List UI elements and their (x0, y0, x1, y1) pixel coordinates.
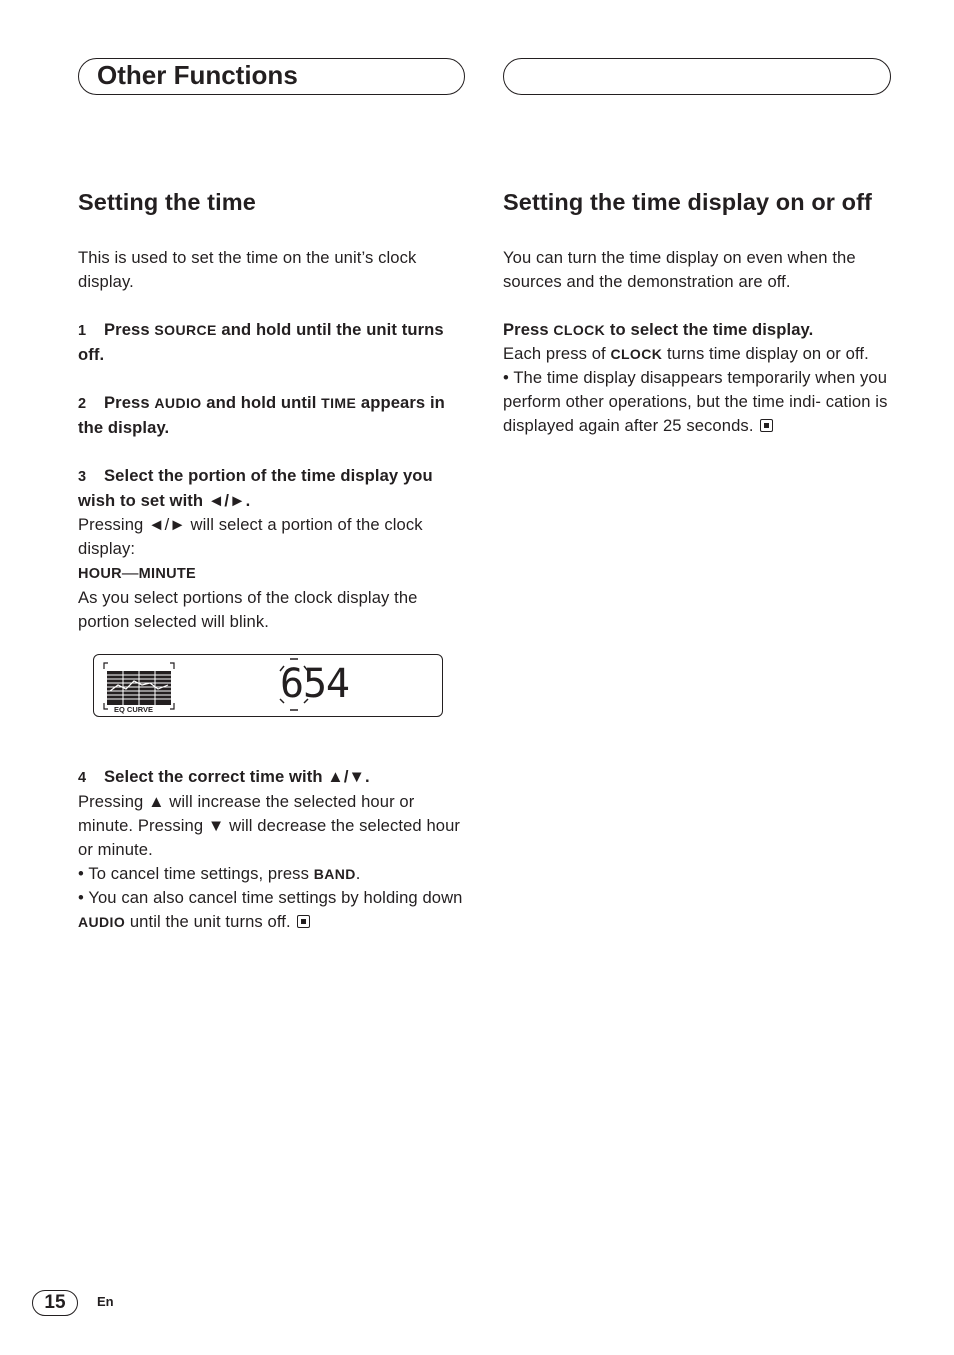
intro-text: You can turn the time display on even when the sources and the demonstration are off. (503, 248, 856, 291)
key-clock: CLOCK (610, 346, 663, 362)
hour-minute-sequence: HOUR—MINUTE (78, 563, 196, 582)
bullet-cancel-band: • To cancel time settings, press BAND. (78, 864, 361, 883)
lcd-display-illustration (93, 654, 443, 717)
step-4-body: Pressing ▲ will increase the selected hour or minute. Pressing ▼ will decrease the selected hour or minute. (78, 792, 461, 859)
key-source: SOURCE (154, 322, 217, 338)
heading-time-display: Setting the time display on or off (503, 189, 872, 215)
intro-text: This is used to set the time on the unit’s clock display. (78, 248, 417, 291)
step-2: 2 Press AUDIO and hold until TIME appears in the display. (78, 393, 445, 437)
language-label: En (97, 1294, 114, 1309)
key-audio: AUDIO (154, 395, 202, 411)
lcd-graphic (94, 655, 442, 716)
step-number: 3 (78, 469, 87, 485)
step-3-body: Pressing ◄/► will select a portion of the clock display: (78, 515, 423, 558)
section-header (78, 58, 465, 95)
step-4: 4 Select the correct time with ▲/▼. (78, 765, 466, 790)
key-audio: AUDIO (78, 914, 126, 930)
page-number: 15 (32, 1290, 78, 1316)
step-number: 2 (78, 396, 87, 412)
left-column (78, 186, 466, 934)
section-title: Other Functions (97, 60, 298, 90)
step-3: 3 Select the portion of the time display you wish to set with ◄/►. (78, 466, 433, 510)
instruction-press-clock: Press CLOCK to select the time display. (503, 320, 814, 339)
section-header-blank (503, 58, 891, 95)
bullet-cancel-audio: • You can also cancel time settings by holding down AUDIO until the unit turns off. (78, 888, 463, 931)
end-of-section-icon (297, 915, 310, 928)
eq-curve-label: EQ CURVE (114, 705, 154, 714)
end-of-section-icon (760, 419, 773, 432)
heading-setting-time: Setting the time (78, 189, 256, 215)
key-clock: CLOCK (553, 322, 606, 338)
key-band: BAND (313, 866, 356, 882)
step-number: 4 (78, 770, 87, 786)
right-column (503, 186, 895, 438)
step-3-note: As you select portions of the clock display the portion selected will blink. (78, 588, 418, 631)
bullet-time-display: • The time display disappears temporarily when you perform other operations, but the time indi- cation is displayed again after 25 seconds. (503, 368, 888, 435)
step-number: 1 (78, 323, 87, 339)
lcd-time-digits: 654 (280, 661, 350, 707)
key-time: TIME (321, 395, 357, 411)
step-1: 1 Press SOURCE and hold until the unit turns off. (78, 320, 444, 364)
clock-body: Each press of CLOCK turns time display on or off. (503, 344, 869, 363)
